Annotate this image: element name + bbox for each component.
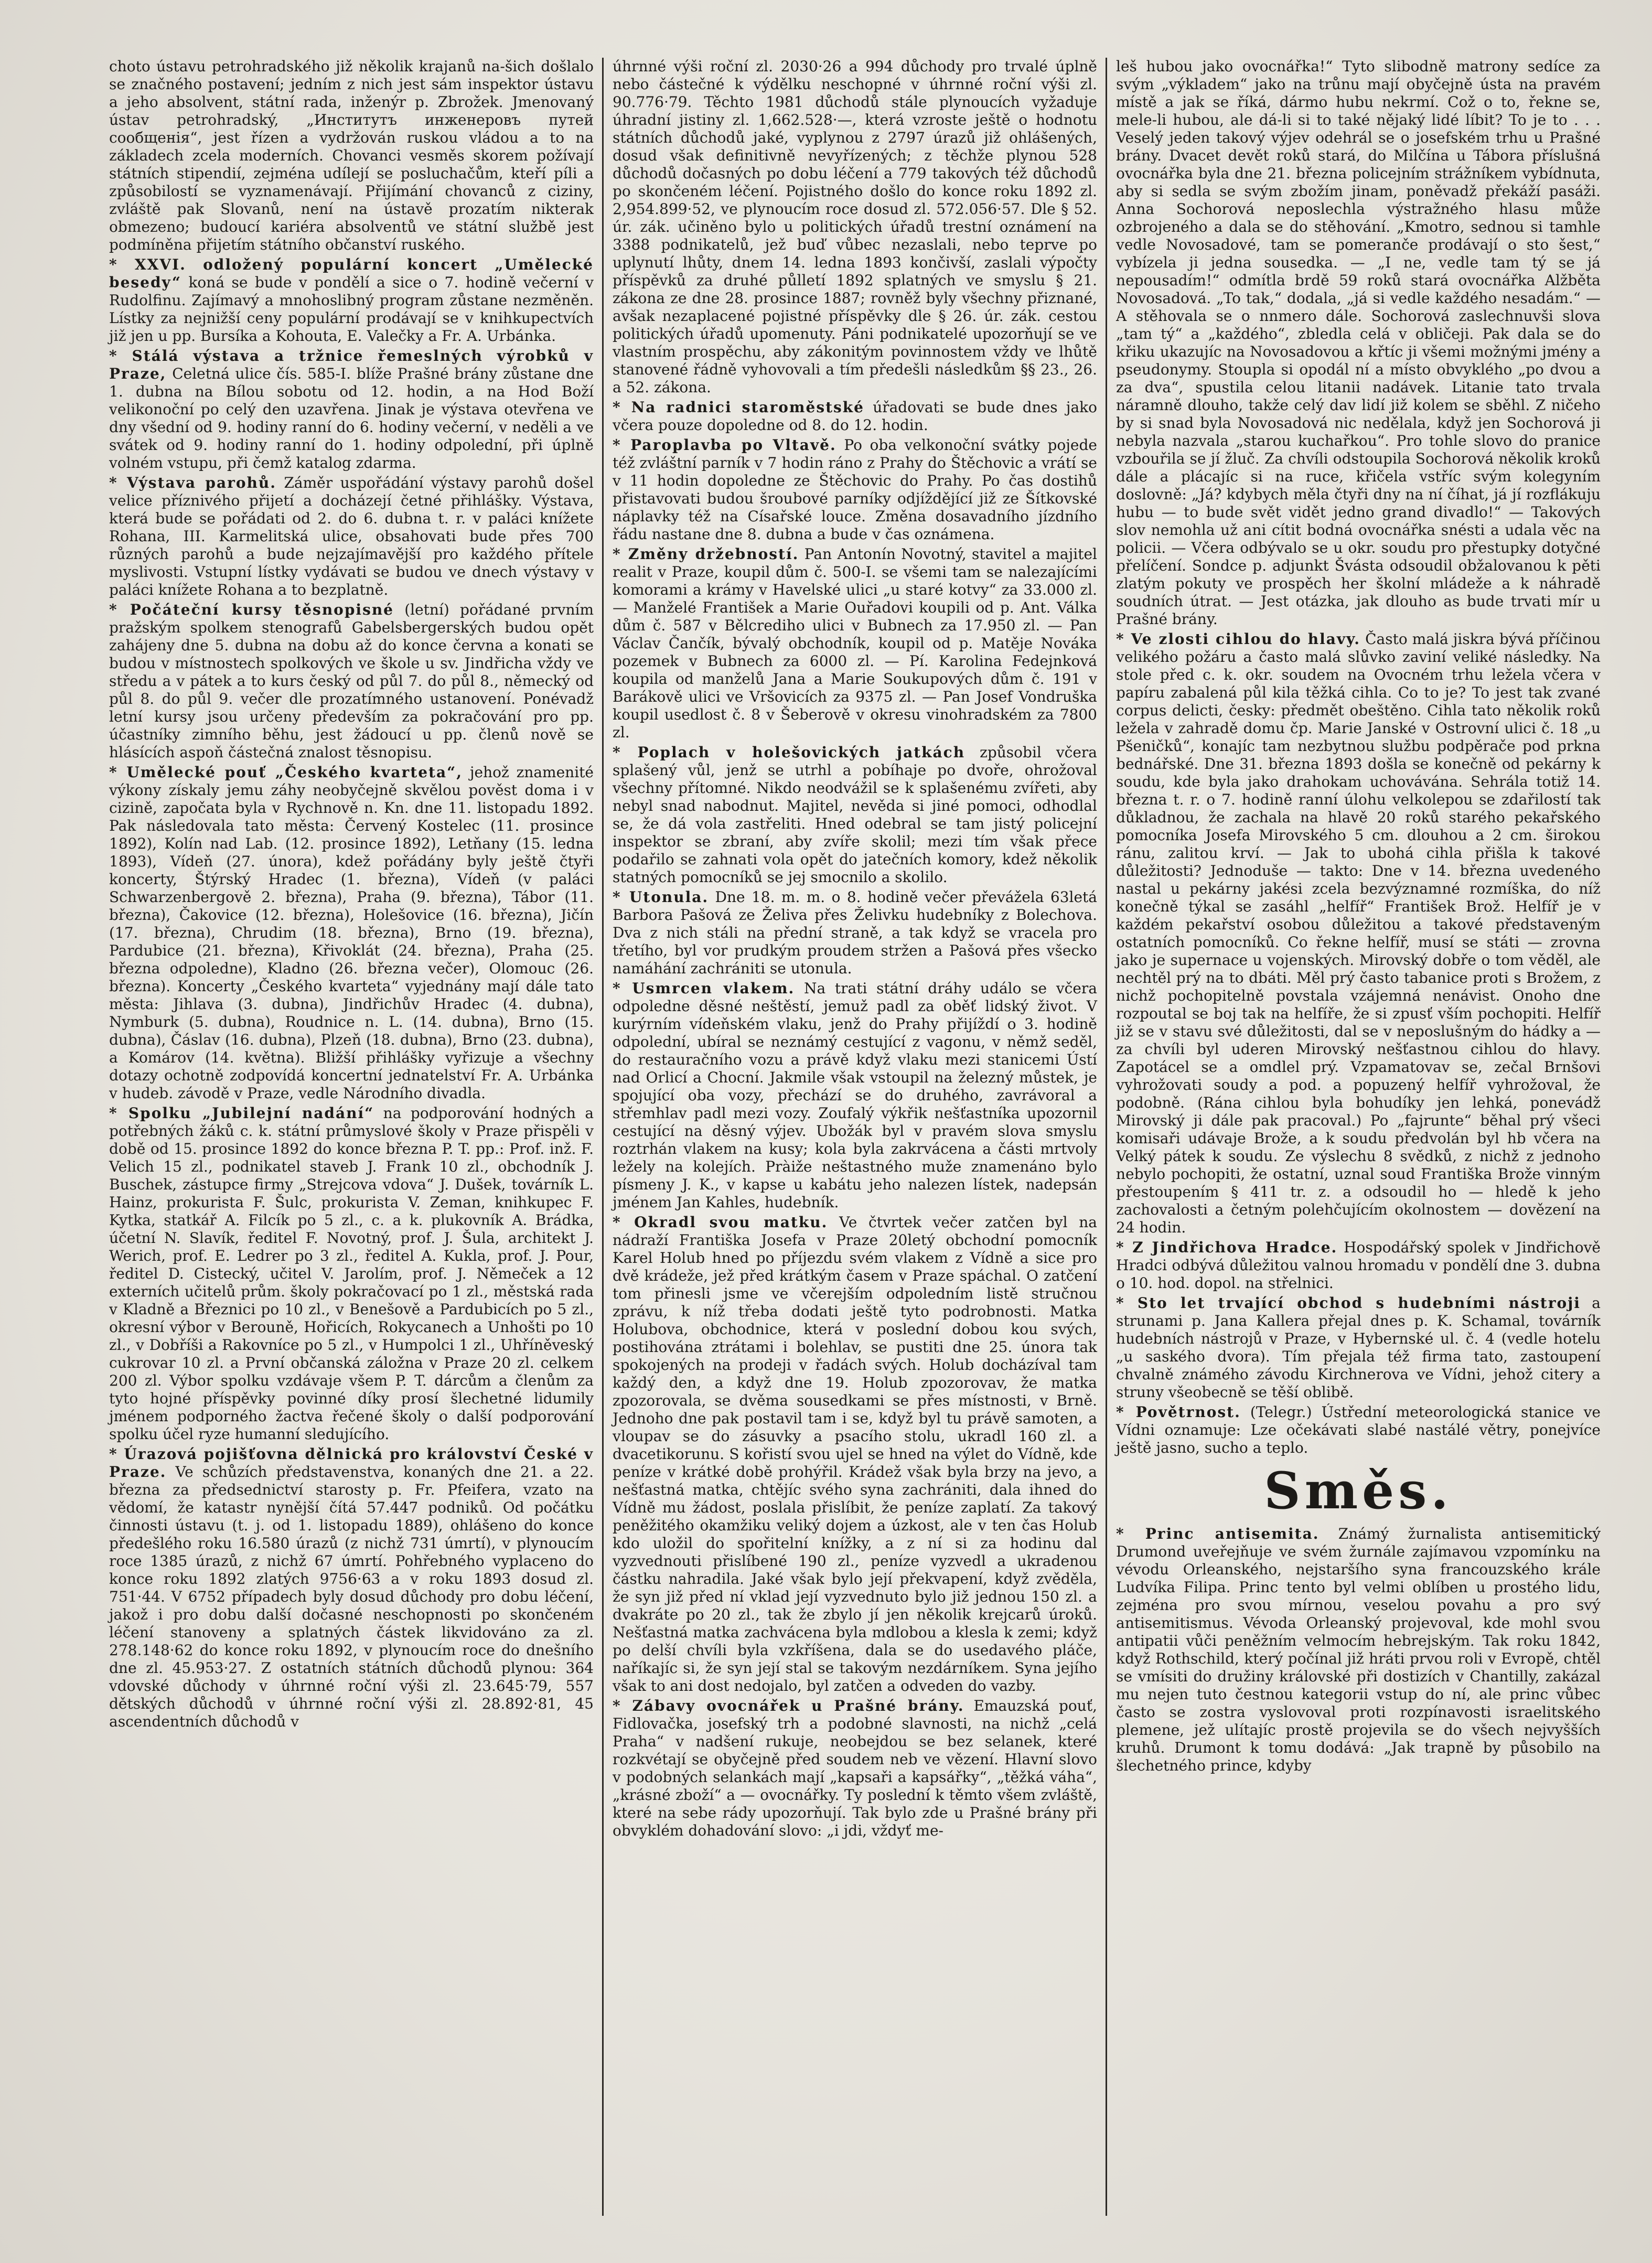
article-text: leš hubou jako ovocnářka!“ Tyto slibodně matrony sedíce za svým „výkladem“ jako na trůnu mají obyčejně ústa na pravém místě a jak se říká, dármo hubu nekrmí. Což o to, řekne se, mele-li hubou, ale dá-li si to také nějaký lidé líbit? To je to . . . Veselý jeden takový výjev odehrál se o josefském trhu u Prašné brány. Dvacet devět roků stará, do Milčína u Tábora příslušná ovocnářka byla dne 21. března policejním strážníkem vybídnuta, aby si sedla se svým zbožím jinam, poněvadž překáží pasáži. Anna Sochorová neposlechla výstražného hlasu může ozbrojeného a dala se do stěhování. „Kmotro, sednou si tamhle vedle Novosadové, tam se pomeranče prodávají o sto šest,“ vybízela ji jedna sousedka. — „I ne, vedle tam tý se já nepousadím!“ odmítla brdě 59 roků stará ovocnářka Alžběta Novosadová. „To tak,“ dodala, „já si vedle každého nesadám.“ — A stěhovala se o nnmero dále. Sochorová zaslechnuvši slova „tam tý“ a „každého“, zbledla celá v obličeji. Pak dala se do křiku ukazujíc na Novosadovou a křtíc ji všemi možnými jmény a pseudonymy. Stoupla si opodál ní a místo obvyklého „po dvou a za dva“, spustila celou litanii nadávek. Litanie tato trvala náramně dlouho, takže celý dav lidí již kolem se sběhl. Z ničeho by si snad byla Novosadová nic nedělala, když jen Sochorová ji nebyla nazvala „starou kuchařkou“. Pro tohle slovo do pranice vzbouřila se jí žluč. Za chvíli odstoupila Sochorová několik kroků dále a plácajíc si na ruce, křičela vstříc svým kolegyním doslovně: „Já? kdybych měla čtyři dny na ní číhat, já jí rozflákuju hubu — to bude svět vidět jedno grand divadlo!“ — Takových slov nemohla už ani cítit bodná ovocnářka snésti a udala věc na policii. — Včera odbývalo se u okr. soudu pro přestupky dotyčné přelíčení. Sondce p. adjunkt Švásta odsoudil obžalovanou k pěti zlatým pokuty ve prospěch her školní mládeže a k náhradě soudních útrat. — Jest otázka, jak dlouho as bude trvati mír u Prašné brány.: [1116, 58, 1601, 628]
article-text: Emauzská pouť, Fidlovačka, josefský trh a podobné slavnosti, na nichž „celá Praha“ v nadšení rukuje, neobejdou se bez selanek, které rozkvétají se obyčejně před soudem neb ve vězení. Hlavní slovo v podobných selankách mají „kapsaři a kapsářky“, „těžká váha“, „krásné zboží“ a — ovocnářky. Ty poslední k těmto všem zvláště, které na sebe rády upozorňují. Tak bylo zde u Prašné brány při obvyklém dohadování slovo: „i jdi, vždyť me-: [613, 1697, 1097, 1839]
article-text: (letní) pořádané prvním pražským spolkem stenografů Gabelsbergerských budou opět zahájeny dne 5. dubna na dobu až do konce června a konati se budou v místnostech spolkových ve škole u sv. Jindřicha vždy ve středu a v pátek a to kurs český od půl 7. do půl 8., německý od půl 8. do půl 9. večer dle prozatímného ustanovení. Ponévadž letní kursy jsou určeny především za pokračování pro pp. účastníky zimního běhu, jest žádoucí u pp. členů nově se hlásících aspoň částečná znalost těsnopisu.: [109, 601, 594, 761]
column-right: [1107, 58, 1610, 2216]
article-headline: * Změny držebností.: [613, 545, 799, 563]
article-headline: * Paroplavba po Vltavě.: [613, 436, 836, 454]
article-text: Hospodářský spolek v Jindřichově Hradci odbývá důležitou valnou hromadu v pondělí dne 3. dubna o 10. hod. dopol. na střelnici.: [1116, 1239, 1601, 1292]
article-paragraph: [1116, 1403, 1601, 1457]
article-paragraph: [613, 1214, 1097, 1695]
article-headline: * XXVI. odložený populární koncert „Umělecké besedy“: [109, 256, 594, 291]
article-paragraph: [613, 1697, 1097, 1840]
article-text: a strunami p. Jana Kallera přejal dnes p. K. Schamal, továrník hudebních nástrojů v Praze, v Hybernské ul. č. 4 (vedle hotelu „u saského dvora). Tím přejala též firma tato, zastoupení chvalně známého závodu Kirchnerova ve Vídni, jehož citery a struny všeobecně se těší oblibě.: [1116, 1294, 1601, 1401]
article-paragraph: [1116, 58, 1601, 628]
article-paragraph: [109, 764, 594, 1102]
article-headline: * Ve zlosti cihlou do hlavy.: [1116, 630, 1360, 648]
article-headline: * Utonula.: [613, 888, 709, 906]
article-paragraph: [109, 1445, 594, 1731]
article-headline: * Povětrnost.: [1116, 1403, 1241, 1421]
article-paragraph: [613, 888, 1097, 978]
article-paragraph: [1116, 1294, 1601, 1401]
article-text: Ve čtvrtek večer zatčen byl na nádraží Františka Josefa v Praze 20letý obchodní pomocník Karel Holub hned po příjezdu svém vlakem z Vídně a sice pro dvě krádeže, jež před krátkým časem v Praze spáchal. O zatčení tom přinesli jsme ve včerejším odpoledním listě stručnou zprávu, k níž třeba dodati ještě tyto podrobnosti. Matka Holubova, obchodnice, která v poslední dobou kou svých, postihována ztrátami i bolehlav, se pustiti dne 25. února tak spokojených na prodeji v řadách svých. Holub docházíval tam každý den, a když dne 19. Holub zpozorovav, že matka zpozorovala, se dvěma sousedkami se přes místnosti, v Brně. Jednoho dne pak postavil tam i se, když byl tu právě samoten, a vloupav se do zásuvky a psacího stolu, ukradl 160 zl. a dvacetikorunu. S kořistí svou ujel se hned na výlet do Vídně, kde peníze v krátké době prohýřil. Krádež však byla brzy na jevo, a nešťastná matka, chtějíc svého syna zachrániti, dala ihned do Vídně mu žádost, poslala přislíbit, že peníze zaplatí. Za takový peněžitého okamžiku veliký dojem a úzkost, ale v ten čas Holub kdo uložil do spořitelní knížky, a z ní si za hodinu dal vyzvednouti přislíbené 190 zl., peníze vyzvedl a ukradenou částku nahradila. Jaké však bylo její překvapení, když zvěděla, že syn již před ní vklad její vyzvednuto bylo již jednou 150 zl. a dvakráte po 20 zl., tak že zbylo jí jen několik krejcarů úroků. Nešťastná matka zachvácena byla mdlobou a klesla k zemi; když po delší chvíli byla vzkříšena, dala se do usedavého pláče, naříkajíc si, že syn její stal se takovým nezdárníkem. Syna jejího však to ani dost nedojalo, byl zatčen a odveden do vazby.: [613, 1214, 1097, 1694]
article-paragraph: [109, 474, 594, 599]
article-headline: * Úrazová pojišťovna dělnická pro království České v Praze.: [109, 1445, 594, 1481]
column-left: [100, 58, 603, 2216]
article-text: Po oba velkonoční svátky pojede též zvláštní parník v 7 hodin ráno z Prahy do Štěchovic a vrátí se v 11 hodin dopoledne ze Štěchovic do Prahy. Po čas dostihů přistavovati budou šroubové parníky odjíždějící již ze Šítkovské náplavky též na Císařské louce. Změna dosavadního jízdního řádu nastane dne 8. dubna a bude v čas oznámena.: [613, 436, 1097, 543]
article-text: Pan Antonín Novotný, stavitel a majitel realit v Praze, koupil dům č. 500-I. se všemi tam se nalezajícími komorami a krámy v Havelské ulici „u staré kotvy“ za 33.000 zl. — Manželé František a Marie Ouřadovi koupili od p. Ant. Válka dům č. 587 v Bělcrediho ulici v Bubnech za 17.950 zl. — Pan Václav Čančík, bývalý obchodník, koupil od p. Matěje Nováka pozemek v Bubnech za 6000 zl. — Pí. Karolina Fedejnková koupila od manželů Jana a Marie Soukupových dům č. 191 v Barákově ulici ve Vršovicích za 9375 zl. — Pan Josef Vondruška koupil usedlost č. 8 v Šeberově v okresu vinohradském za 7800 zl.: [613, 545, 1098, 741]
article-text: jehož znamenité výkony získaly jemu záhy neobyčejně skvělou pověst doma i v cizině, započata byla v Rychnově n. Kn. dne 11. listopadu 1892. Pak následovala tato města: Červený Kostelec (11. prosince 1892), Kolín nad Lab. (12. prosince 1892), Letňany (15. ledna 1893), Vídeň (27. února), kdež pořádány byly ještě čtyři koncerty, Štýrský Hradec (1. března), Vídeň (v paláci Schwarzenbergově 2. března), Praha (9. března), Tábor (11. března), Čakovice (12. března), Holešovice (16. března), Jičín (17. března), Chrudim (18. března), Brno (19. března), Pardubice (21. března), Křivoklát (24. března), Praha (25. března odpoledne), Kladno (26. března večer), Olomouc (26. března). Koncerty „Českého kvarteta“ vyjednány mají dále tato města: Jihlava (3. dubna), Jindřichův Hradec (4. dubna), Nymburk (5. dubna), Roudnice n. L. (14. dubna), Brno (15. dubna), Čáslav (16. dubna), Plzeň (18. dubna), Brno (23. dubna), a Komárov (14. května). Bližší přihlášky vyřizuje a všechny dotazy ochotně zodpovídá koncertní jednatelství Fr. A. Urbánka v hudeb. závodě v Praze, vedle Národního divadla.: [109, 764, 594, 1102]
article-paragraph: [109, 58, 594, 254]
article-headline: * Stálá výstava a tržnice řemeslných výrobků v Praze,: [109, 347, 594, 382]
article-headline: * Z Jindřichova Hradce.: [1116, 1239, 1338, 1256]
article-paragraph: [109, 347, 594, 472]
article-text: Ve schůzích představenstva, konaných dne 21. a 22. března za předsednictví starosty p. Fr. Pfeifera, vzato na vědomí, že katastr nynější čítá 57.447 podniků. Od počátku činnosti ústavu (t. j. od 1. listopadu 1889), ohlášeno do konce předešlého roku 16.580 úrazů (z nichž 731 úmrtí), v plynoucím roce 1385 úrazů, z nichž 67 úmrtí. Pohřebného vyplaceno do konce roku 1892 zlatých 9756·63 a v roku 1893 dosud zl. 751·44. V 6752 případech byly dosud důchody pro dobu léčení, jakož i pro dobu další dočasné neschopnosti po skončeném léčení stanoveny a splatných částek likvidováno za zl. 278.148·62 do konce roku 1892, v plynoucím roce do dnešního dne zl. 45.953·27. Z ostatních státních důchodů plynou: 364 vdovské důchody v úhrnné roční výši zl. 23.645·79, 557 dětských důchodů v úhrnné roční výši zl. 28.892·81, 45 ascendentních důchodů v: [109, 1463, 594, 1730]
article-text: (Telegr.) Ústřední meteorologická stanice ve Vídni oznamuje: Lze očekávati slabé nastálé větry, ponejvíce ještě jasno, sucho a teplo.: [1116, 1403, 1601, 1456]
article-text: Dne 18. m. m. o 8. hodině večer převážela 63letá Barbora Pašová ze Želiva přes Želivku hudebníky z Bolechova. Dva z nich stáli na přední straně, a tak když se vracela pro třetího, byl vor prudkým proudem stržen a Pašová přes všecko namáhání zachrániti se utonula.: [613, 888, 1097, 977]
article-paragraph: [1116, 1239, 1601, 1292]
article-headline: * Okradl svou matku.: [613, 1214, 828, 1231]
article-headline: * Výstava parohů.: [109, 474, 276, 491]
article-paragraph: [109, 256, 594, 345]
article-paragraph: [109, 601, 594, 762]
article-paragraph: [613, 545, 1097, 742]
article-text: na podporování hodných a potřebných žáků c. k. státní průmyslové školy v Praze přispěli v době od 15. prosince 1892 do konce března P. T. pp.: Prof. inž. F. Velich 15 zl., podnikatel staveb J. Frank 10 zl., obchodník J. Buschek, zástupce firmy „Strejcova vdova“ J. Dušek, továrník L. Hainz, prokurista F. Šulc, prokurista V. Zeman, knihkupec F. Kytka, statkář A. Filcík po 5 zl., c. a k. plukovník A. Brádka, účetní N. Slavík, ředitel F. Novotný, prof. J. Šula, architekt J. Werich, prof. E. Ledrer po 3 zl., ředitel A. Kukla, prof. J. Pour, ředitel D. Cistecký, učitel V. Jarolím, prof. J. Němeček a 12 externích učitelů prům. školy pokračovací po 1 zl., městská rada v Kladně a Březnici po 10 zl., v Benešově a Pardubicích po 5 zl., okresní výbor v Berouně, Hořicích, Rokycanech a Unhošti po 10 zl., v Dobříši a Rakovníce po 5 zl., v Humpolci 1 zl., Uhříněveský cukrovar 10 zl. a První občanská záložna v Praze 20 zl. celkem 200 zl. Výbor spolku vzdávaje všem P. T. dárcům a členům za tyto hojné příspěvky povinné díky prosí šlechetné lidumily jménem podporného žactva řečené školy o další podporování spolku účel ryze humanní sledujícího.: [109, 1104, 594, 1443]
column-middle: [603, 58, 1107, 2216]
section-heading: Směs.: [1264, 1461, 1453, 1520]
article-text: choto ústavu petrohradského již několik krajanů na-šich došlalo se značného postavení; jedním z nich jest sám inspektor ústavu a jeho absolvent, státní rada, inženýr p. Zbrožek. Jmenovaný ústav petrohradský, „Институтъ инженеровъ путей сообщенія“, jest řízen a vydržován ruskou vládou a to na základech zcela moderních. Chovanci vesměs skorem požívají státních stipendií, zejména udílejí se posluchačům, kteří píli a způsobilostí se vyznamenávají. Přijímání chovanců z ciziny, zvláště pak Slovanů, není na ústavě prozatím nikterak obmezeno; budoucí kariéra absolventů ve státní službě jest podmíněna přijetím státního občanství ruského.: [109, 58, 594, 253]
article-text: úřadovati se bude dnes jako včera pouze dopoledne od 8. do 12. hodin.: [613, 399, 1097, 434]
article-text: Na trati státní dráhy událo se včera odpoledne děsné neštěstí, jemuž padl za oběť lidský život. V kurýrním vídeňském vlaku, jenž do Prahy přijíždí o 3. hodině odpolední, ubíral se neznámý cestující z vagonu, v němž seděl, do restauračního vozu a právě když vlaku mezi stanicemi Ústí nad Orlicí a Chocní. Jakmile však vstoupil na železný můstek, je spojující oba vozy, přechází se do druhého, zavrávoral a střemhlav padl mezi vozy. Zoufalý výkřik nešťastníka upozornil cestující na děsný výjev. Ubožák byl v pravém slova smyslu roztrhán vlakem na kusy; kola byla zakrvácena a části mrtvoly ležely na kolejích. Pràiže neštastného muže znamenáno bylo písmeny J. K., v kapse u kabátu jeho nalezen lístek, nadepsán jménem Jan Kahles, hudebník.: [613, 980, 1098, 1211]
article-paragraph: [109, 1104, 594, 1443]
article-headline: * Umělecké pouť „Českého kvarteta“,: [109, 764, 463, 781]
article-paragraph: [613, 980, 1097, 1211]
article-paragraph: [1116, 630, 1601, 1237]
article-headline: * Spolku „Jubilejní nadání“: [109, 1104, 374, 1122]
article-paragraph: [613, 399, 1097, 434]
article-paragraph: [613, 744, 1097, 886]
article-headline: * Usmrcen vlakem.: [613, 980, 795, 997]
article-text: Často malá jiskra bývá příčinou velikého požáru a často malá slůvko zaviní veliké následky. Na stole před c. k. okr. soudem na Ovocném trhu ležela včera v papíru zabalená půl kila těžká cihla. Co to je? To jest tak zvané corpus delicti, česky: předmět obeštěno. Cihla tato několik roků ležela v zahradě domu čp. Marie Janské v Ostrovní ulici č. 18 „u Pšeničků“, konajíc tam nezbytnou službu podpěrače pod prkna bednářské. Dne 31. března 1893 došla se konečně od pekárny k soudu, kde byla jako drahokam uchovávána. Sehrála totiž 14. března t. r. o 7. hodině ranní úlohu velkolepou se zdařilostí tak důkladnou, že zachala na hlavě 20 roků starého pekařského pomocníka Josefa Mirovského 5 cm. dlouhou a 2 cm. širokou ránu, zalitou krví. — Jak to ubohá cihla přišla k takové důležitosti? Jednoduše — takto: Dne v 14. března uvedeného nastal u pekárny jakési zcela bezvýznamné rozmíška, do níž konečně týkal se zasáhl „helfíř“ František Brož. Helfíř je v každém pekařství osobou důležitou a takové představeným ostatních pomocníků. Co řekne helfíř, musí se státi — zrovna jako je supernace u vojenských. Mirovský dobře o tom věděl, ale nechtěl prý na to dbáti. Měl prý často tabanice proti s Brožem, z nichž pochopitelně povstala vzájemná nenávist. Onoho dne rozpoutal se boj tak na helfíře, že si zpusť vším pochopiti. Helfíř již se v stavu své důležitosti, dal se v neposlušným do hádky a — za chvíli byl uderen Mirovský nešťastnou cihlou do hlavy. Zapotácel se a omdlel prý. Vzpamatovav se, zečal Brnšovi vyhrožovati soudy a pod. a popuzený helfíř vyhrožoval, že podobně. (Rána cihlou byla bohudíky jen lehká, ponevádž Mirovský ji dále pak pracoval.) Po „fajrunte“ běhal prý všeci komisaři udávaje Brože, a k soudu předvolán byl hb včera na Velký pátek k soudu. Ze výslechu 8 svědků, z nichž z jednoho nebylo pochopiti, že ostatní, uznal soud Františka Brože vinným přestoupením § 411 tr. z. a odsoudil ho — hledě k jeho zachovalosti a četným polehčujícím okolnostem — dovězení na 24 hodin.: [1116, 630, 1601, 1236]
article-text: Záměr uspořádání výstavy parohů došel velice příznivého přijetí a docházejí četné přihlášky. Výstava, která bude se pořádati od 2. do 6. dubna t. r. v paláci knížete Rohana, III. Karmelitská ulice, obsahovati bude přes 700 různých parohů a bude nejzajímavější pro každého přítele myslivosti. Vstupní lístky vydávati se budou ve dnech výstavy v paláci knížete Rohana a to bezplatně.: [109, 474, 594, 598]
article-headline: * Zábavy ovocnářek u Prašné brány.: [613, 1697, 964, 1714]
article-text: úhrnné výši roční zl. 2030·26 a 994 důchody pro trvalé úplně nebo částečné k výdělku neschopné v úhrnné roční výši zl. 90.776·79. Těchto 1981 důchodů stále plynoucích vyžaduje úhradní jistiny zl. 1,662.528·—, která vzroste ještě o hodnotu státních důchodů jaké, vyplynou z 2797 úrazů již ohlášených, dosud však definitivně nevyřízených; z těchže plynou 528 důchodů dočasných po dobu léčení a 779 takových též důchodů po skončeném léčení. Pojistného došlo do konce roku 1892 zl. 2,954.899·52, ve plynoucím roce dosud zl. 572.056·57. Dle § 52. úr. zák. učiněno bylo u politických úřadů trestní oznámení na 3388 podnikatelů, jež buď vůbec nezaslali, nebo teprve po uplynutí lhůty, dnem 14. ledna 1893 končivší, zaslali výpočty příspěvků za druhé půlletí 1892 splatných ve smyslu § 21. zákona ze dne 28. prosince 1887; rovněž byly všechny přiznané, avšak nezaplacené pojistné příspěvky dle § 26. úr. zák. cestou politických úřadů upomenuty. Páni podnikatelé upozorňují se ve vlastním prospěchu, aby zákonitým povinnostem vždy ve lhůtě stanovené řádně vyhovovali a tím předešli následkům §§ 23., 26. a 52. zákona.: [613, 58, 1097, 396]
article-paragraph: [1116, 1525, 1601, 1775]
article-paragraph: [613, 58, 1097, 396]
article-paragraph: [613, 436, 1097, 543]
article-headline: * Poplach v holešovických jatkách: [613, 744, 966, 761]
article-text: koná se bude v pondělí a sice o 7. hodině večerní v Rudolfinu. Zajímavý a mnohoslibný program zůstane nezměněn. Lístky za nejnižší ceny populární prodávají se v knihkupectvích již jen u pp. Bursíka a Kohouta, E. Valečky a Fr. A. Urbánka.: [109, 274, 594, 345]
article-headline: * Počáteční kursy těsnopisné: [109, 601, 394, 618]
article-text: Známý žurnalista antisemitický Drumond uveřejňuje ve svém žurnále zajímavou vzpomínku na vévodu Orleanského, nejstaršího syna francouzského krále Ludvíka Filipa. Princ tento byl velmi oblíben u prostého lidu, zejména pro svou mírnou, veselou povahu a pro svý antisemitismus. Vévoda Orleanský projevoval, kde mohl svou antipatii vůči peněžním velmocím hebrejským. Tak roku 1842, když Rothschild, který počínal již hráti prvou roli v Evropě, chtěl se vmísiti do družiny královské při dostizích v Chantilly, zakázal mu nejen tuto čestnou kategorii vstup do ní, ale princ vůbec často se zostra vyslovoval proti rozpínavosti israelitského plemene, jež ulítajíc prostě projevila se do všech nejvyšších kruhů. Drumont k tomu dodává: „Jak trapně by působilo na šlechetného prince, kdyby: [1116, 1525, 1601, 1774]
article-headline: * Na radnici staroměstské: [613, 399, 864, 416]
article-text: způsobil včera splašený vůl, jenž se utrhl a pobíhaje po dvoře, ohrožoval všechny přítomné. Nikdo neodvážil se k splašenému zvířeti, aby nebyl snad nabodnut. Majitel, nevěda si jiné pomoci, odhodlal se, že dá vola zastřeliti. Hned odebral se tam jistý policejní inspektor se zbraní, aby zvíře skolil; mezi tím však přece podařilo se zahnati vola opět do jatečních komory, kdež několik statných pomocníků se jej smocnilo a skolilo.: [613, 744, 1097, 886]
article-headline: * Sto let trvající obchod s hudebními nástroji: [1116, 1294, 1581, 1312]
article-text: Celetná ulice čís. 585-I. blíže Prašné brány zůstane dne 1. dubna na Bílou sobotu od 12. hodin, a na Hod Boží velikonoční po celý den uzavřena. Jinak je výstava otevřena ve dny všední od 9. hodiny ranní do 6. hodiny večerní, v neděli a ve svátek od 9. hodiny ranní do 1. hodiny odpolední, při úplně volném vstupu, při čemž katalog zdarma.: [109, 365, 594, 471]
article-headline: * Princ antisemita.: [1116, 1525, 1320, 1542]
